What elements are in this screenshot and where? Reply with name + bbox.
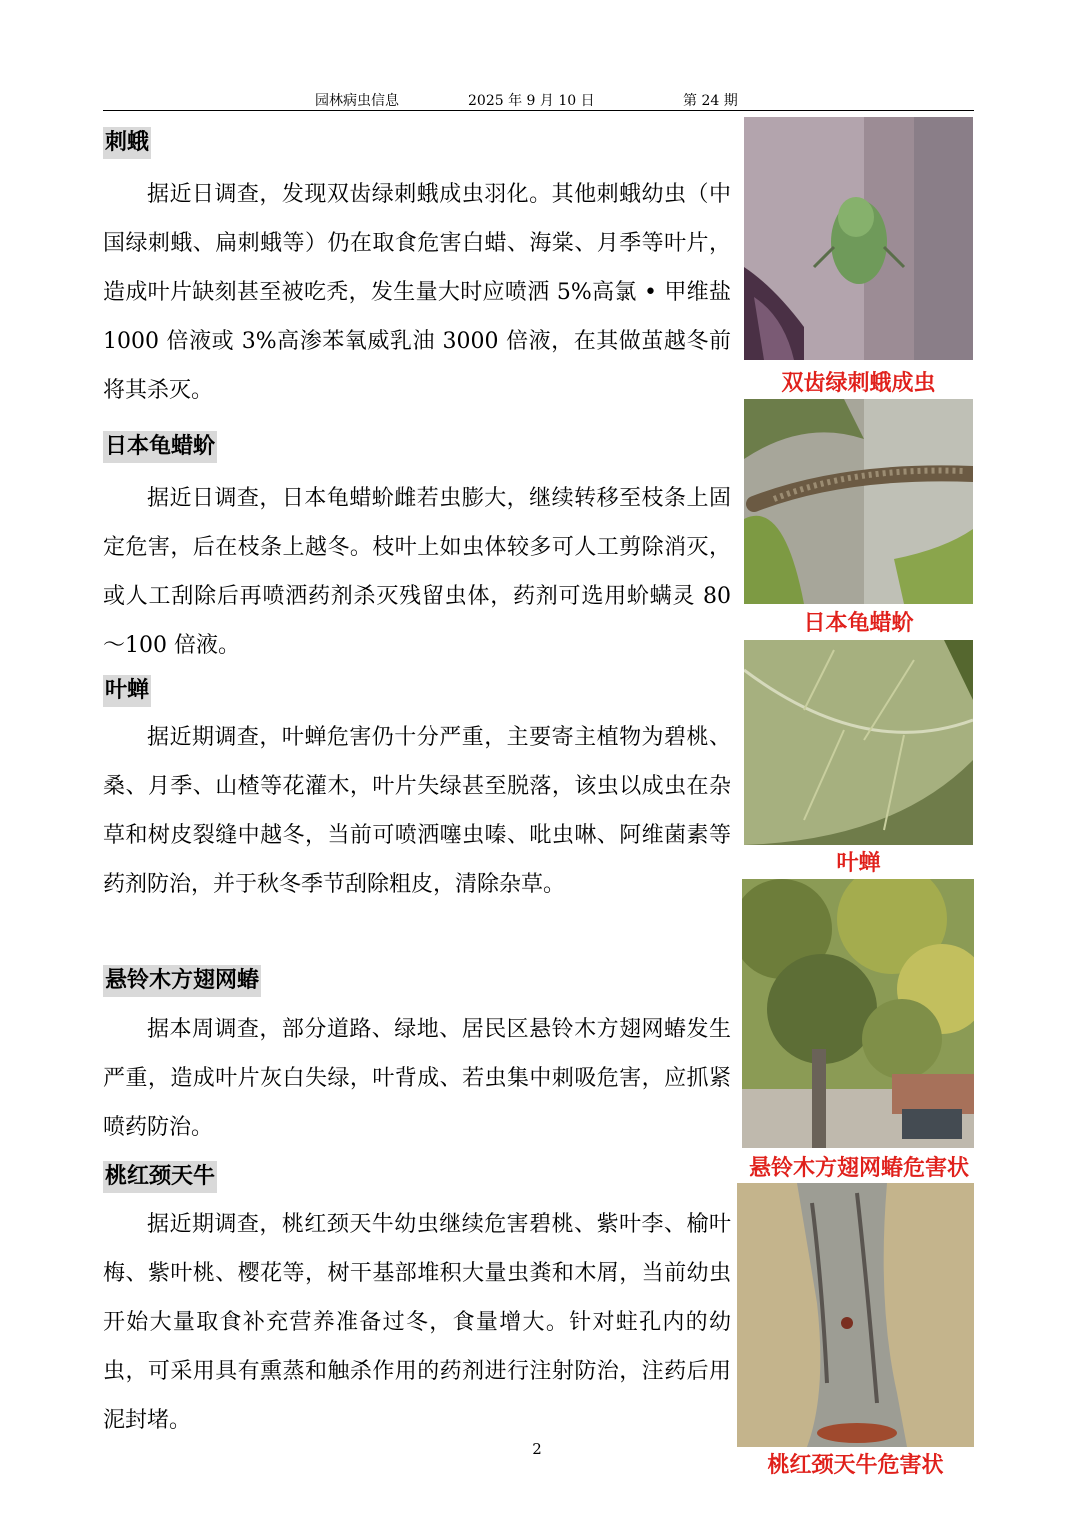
page-header <box>103 90 974 111</box>
section-heading: 日本龟蜡蚧 <box>103 431 217 463</box>
section-heading: 叶蝉 <box>103 675 151 707</box>
section-body: 据近日调查，日本龟蜡蚧雌若虫膨大，继续转移至枝条上固定危害，后在枝条上越冬。枝叶上如虫体较多可人工剪除消灭，或人工刮除后再喷洒药剂杀灭残留虫体，药剂可选用蚧螨灵 80～100 倍液。 <box>103 486 731 658</box>
figure-caption: 日本龟蜡蚧 <box>803 611 914 636</box>
figure-caption: 悬铃木方翅网蝽危害状 <box>748 1156 969 1181</box>
figure-caption: 桃红颈天牛危害状 <box>767 1453 944 1478</box>
header-title: 园林病虫信息 <box>315 93 399 109</box>
section-heading: 桃红颈天牛 <box>103 1161 217 1193</box>
page-number: 2 <box>532 1440 542 1458</box>
section-heading: 刺蛾 <box>103 127 151 159</box>
section-heading: 悬铃木方翅网蝽 <box>103 965 261 997</box>
section-body: 据近期调查，桃红颈天牛幼虫继续危害碧桃、紫叶李、榆叶梅、紫叶桃、樱花等，树干基部堆积大量虫粪和木屑，当前幼虫开始大量取食补充营养准备过冬，食量增大。针对蛀孔内的幼虫，可采用具有熏蒸和触杀作用的药剂进行注射防治，注药后用泥封堵。 <box>103 1212 731 1433</box>
lace-bug-photo <box>742 879 974 1148</box>
section-body: 据本周调查，部分道路、绿地、居民区悬铃木方翅网蝽发生严重，造成叶片灰白失绿，叶背成、若虫集中刺吸危害，应抓紧喷药防治。 <box>103 1017 731 1140</box>
figure-caption: 双齿绿刺蛾成虫 <box>781 371 936 396</box>
section-body: 据近期调查，叶蝉危害仍十分严重，主要寄主植物为碧桃、桑、月季、山楂等花灌木，叶片失绿甚至脱落，该虫以成虫在杂草和树皮裂缝中越冬，当前可喷洒噻虫嗪、吡虫啉、阿维菌素等药剂防治，并于秋冬季节刮除粗皮，清除杂草。 <box>103 725 731 897</box>
scale-insect-photo <box>744 399 973 604</box>
figure-caption: 叶蝉 <box>836 851 881 876</box>
longhorn-photo <box>737 1183 974 1447</box>
header-date: 2025 年 9 月 10 日 <box>468 93 595 109</box>
moth-photo <box>744 117 973 360</box>
header-issue: 第 24 期 <box>683 93 738 109</box>
leafhopper-photo <box>744 640 973 845</box>
section-body: 据近日调查，发现双齿绿刺蛾成虫羽化。其他刺蛾幼虫（中国绿刺蛾、扁刺蛾等）仍在取食危害白蜡、海棠、月季等叶片，造成叶片缺刻甚至被吃秃，发生量大时应喷洒 5%高氯 • 甲维盐 1000 倍液或 3%高渗苯氧威乳油 3000 倍液，在其做茧越冬前将其杀灭。 <box>103 182 731 403</box>
